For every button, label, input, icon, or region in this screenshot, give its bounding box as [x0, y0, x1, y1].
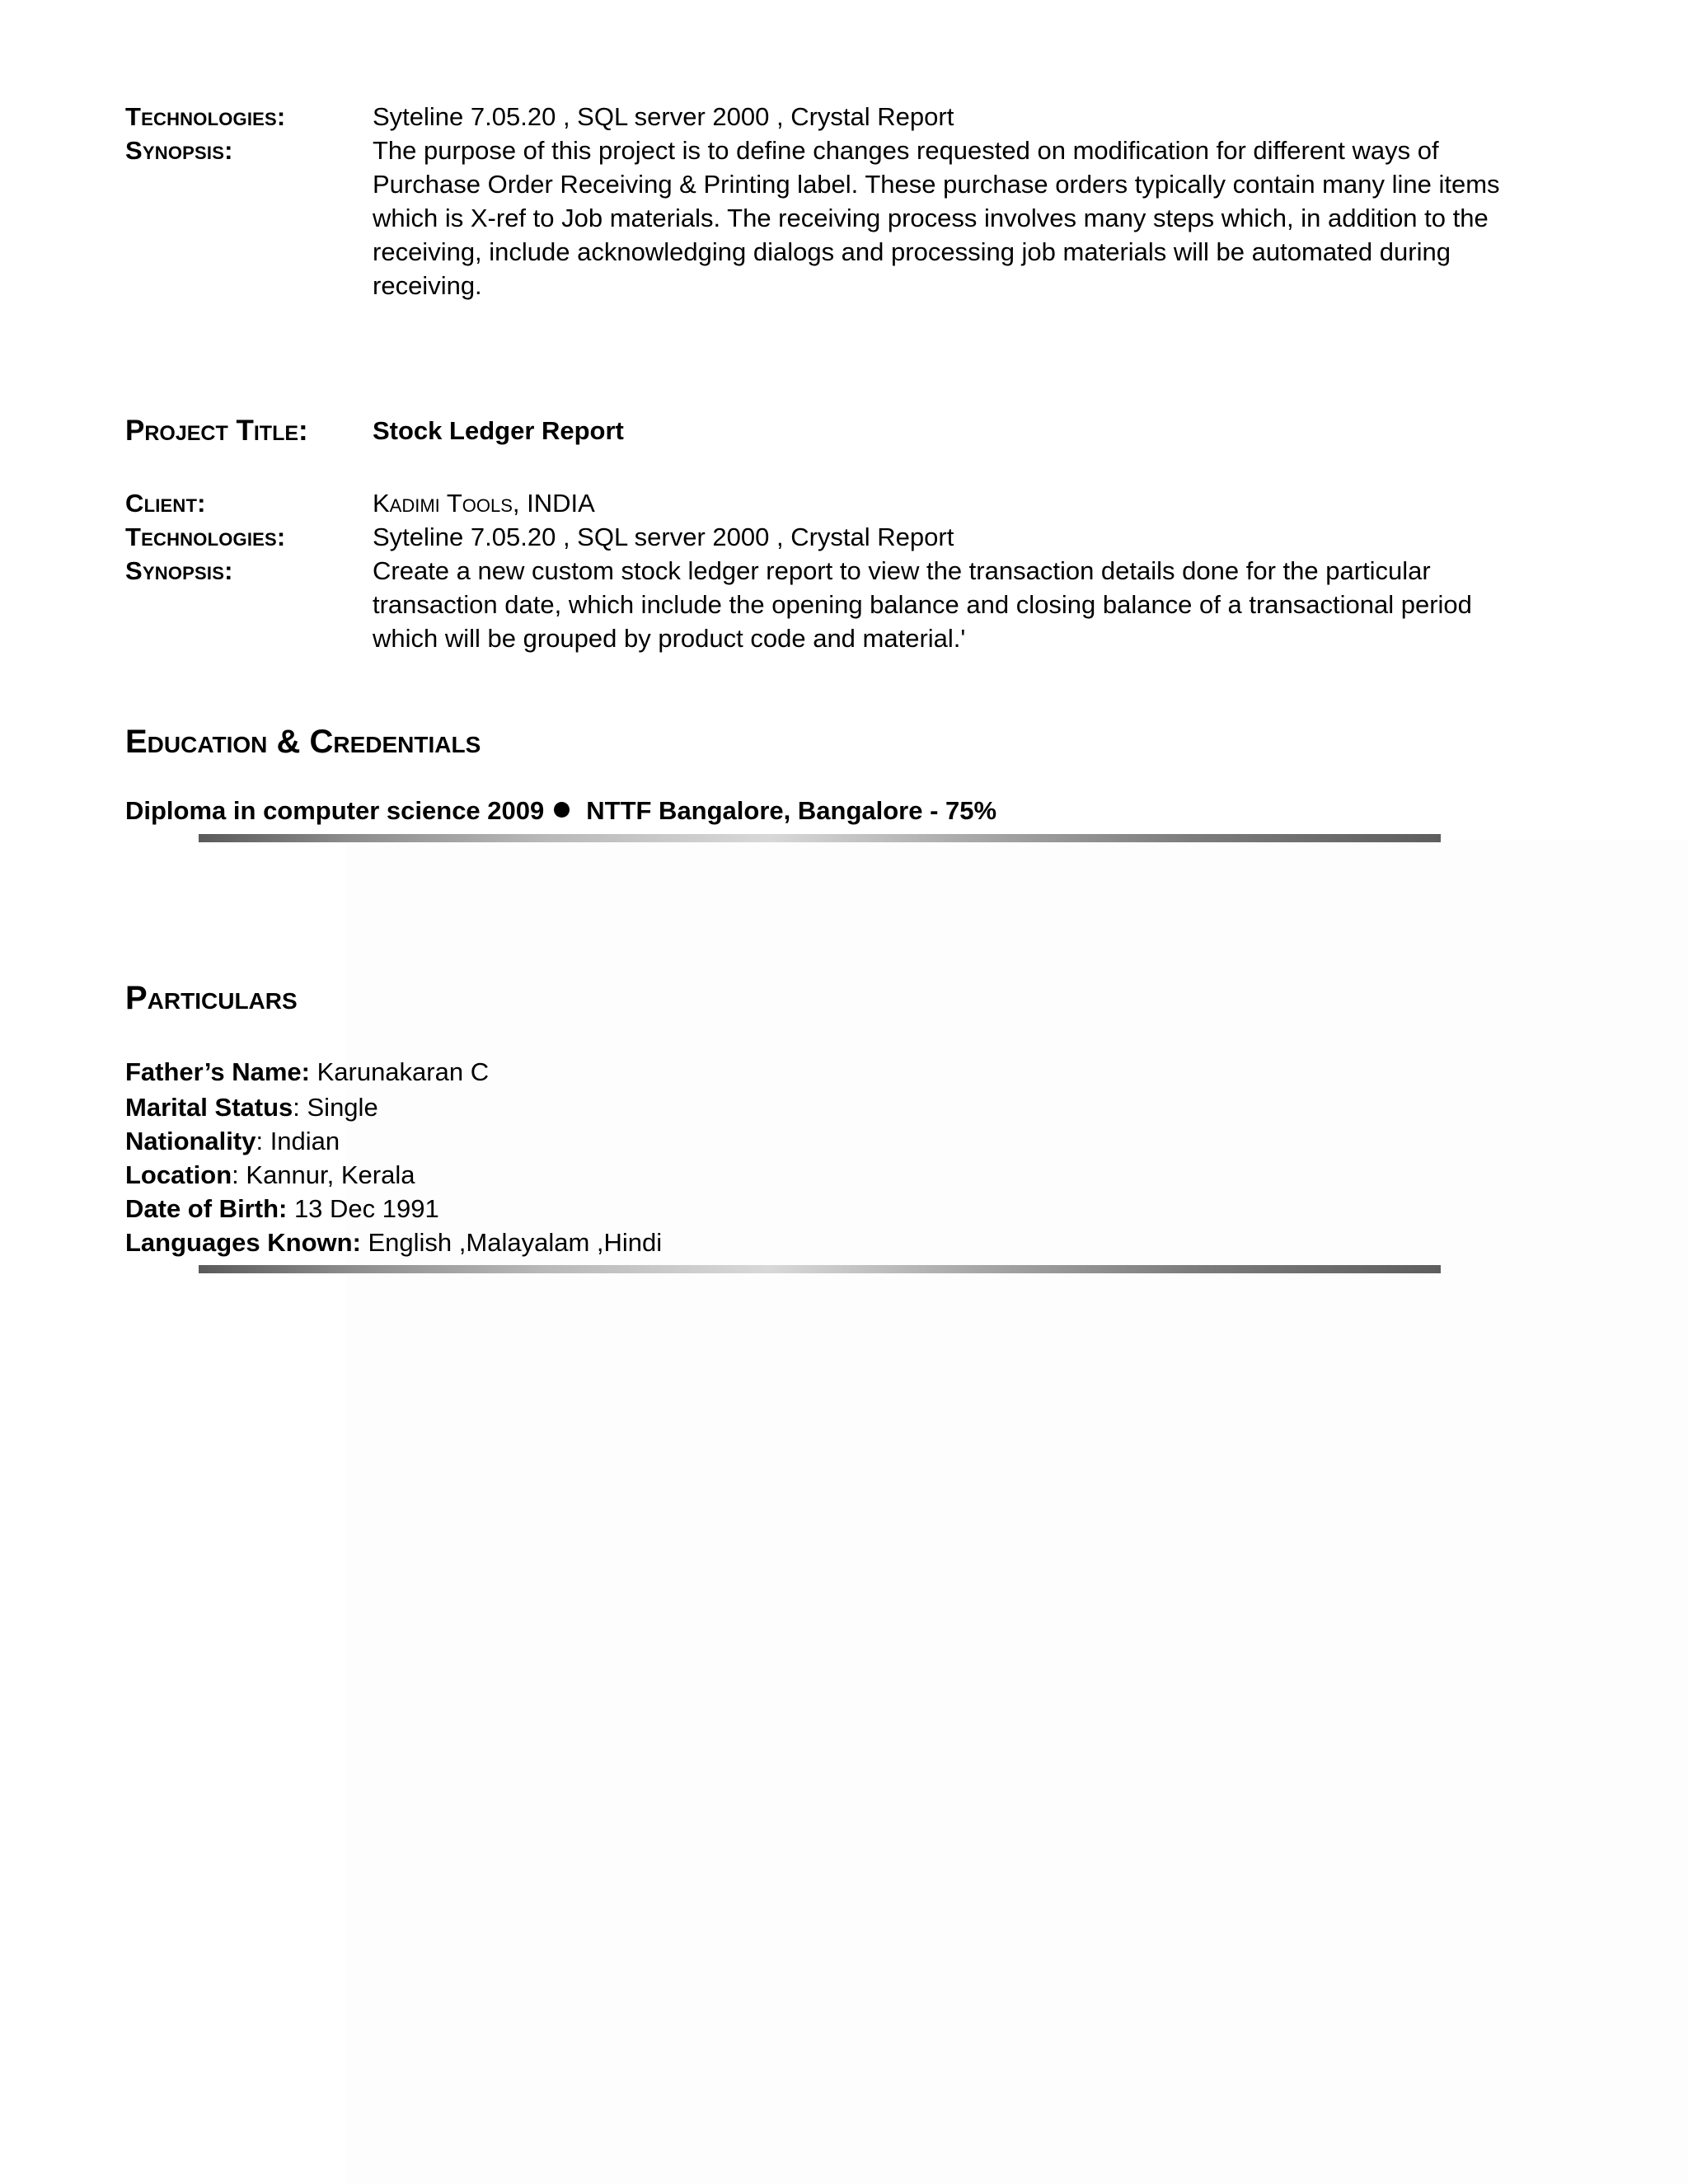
- synopsis-line: which will be grouped by product code and material.': [373, 624, 966, 653]
- particular-languages: [125, 1226, 662, 1259]
- client-name: Kadimi Tools: [373, 489, 513, 518]
- synopsis-line: which is X-ref to Job materials. The receiving process involves many steps which, in addition to the: [373, 204, 1489, 232]
- synopsis-line: receiving, include acknowledging dialogs and processing job materials will be automated during: [373, 237, 1451, 266]
- synopsis-line: Create a new custom stock ledger report to view the transaction details done for the particular: [373, 556, 1431, 585]
- background-panel: [346, 841, 1688, 2184]
- particular-value: English ,Malayalam ,Hindi: [360, 1228, 663, 1257]
- particular-date-of-birth: [125, 1192, 439, 1226]
- client-label: Client:: [125, 489, 206, 518]
- synopsis-text: [373, 134, 1609, 302]
- particular-label: Languages Known:: [125, 1228, 361, 1257]
- particular-value: : Kannur, Kerala: [232, 1160, 415, 1189]
- particular-value: : Single: [293, 1093, 378, 1122]
- technologies-value: Syteline 7.05.20 , SQL server 2000 , Crystal Report: [373, 523, 954, 551]
- client-value: [373, 486, 1609, 520]
- synopsis-text: [373, 554, 1609, 655]
- section-divider: [199, 834, 1441, 842]
- particular-value: 13 Dec 1991: [287, 1194, 439, 1223]
- client-country: , INDIA: [512, 489, 595, 518]
- particular-label: Location: [125, 1160, 232, 1189]
- technologies-value: Syteline 7.05.20 , SQL server 2000 , Crystal Report: [373, 102, 954, 131]
- synopsis-line: transaction date, which include the opening balance and closing balance of a transactional period: [373, 590, 1472, 619]
- education-heading: Education & Credentials: [125, 724, 481, 760]
- degree: Diploma in computer science 2009: [125, 796, 545, 825]
- bullet-icon: [554, 802, 570, 818]
- synopsis-label: Synopsis:: [125, 136, 233, 165]
- project-title-label: Project Title:: [125, 415, 308, 447]
- institution: NTTF Bangalore, Bangalore - 75%: [586, 796, 997, 825]
- synopsis-line: receiving.: [373, 271, 482, 300]
- particular-fathers-name: [125, 1055, 489, 1089]
- synopsis-label: Synopsis:: [125, 556, 233, 585]
- particular-location: [125, 1158, 415, 1192]
- particular-label: Date of Birth:: [125, 1194, 288, 1223]
- synopsis-line: Purchase Order Receiving & Printing label. These purchase orders typically contain many line items: [373, 170, 1500, 199]
- section-divider: [199, 1265, 1441, 1273]
- particular-label: Marital Status: [125, 1093, 293, 1122]
- particular-label: Nationality: [125, 1127, 256, 1155]
- education-entry: [125, 794, 996, 827]
- particular-value: : Indian: [256, 1127, 340, 1155]
- particular-value: Karunakaran C: [309, 1057, 490, 1086]
- technologies-label: Technologies:: [125, 102, 286, 131]
- particular-marital-status: [125, 1090, 378, 1124]
- project-title: Stock Ledger Report: [373, 416, 624, 445]
- synopsis-line: The purpose of this project is to define changes requested on modification for different ways of: [373, 136, 1439, 165]
- particular-label: Father’s Name:: [125, 1057, 310, 1086]
- particular-nationality: [125, 1124, 340, 1158]
- technologies-label: Technologies:: [125, 523, 286, 551]
- particulars-heading: Particulars: [125, 980, 298, 1016]
